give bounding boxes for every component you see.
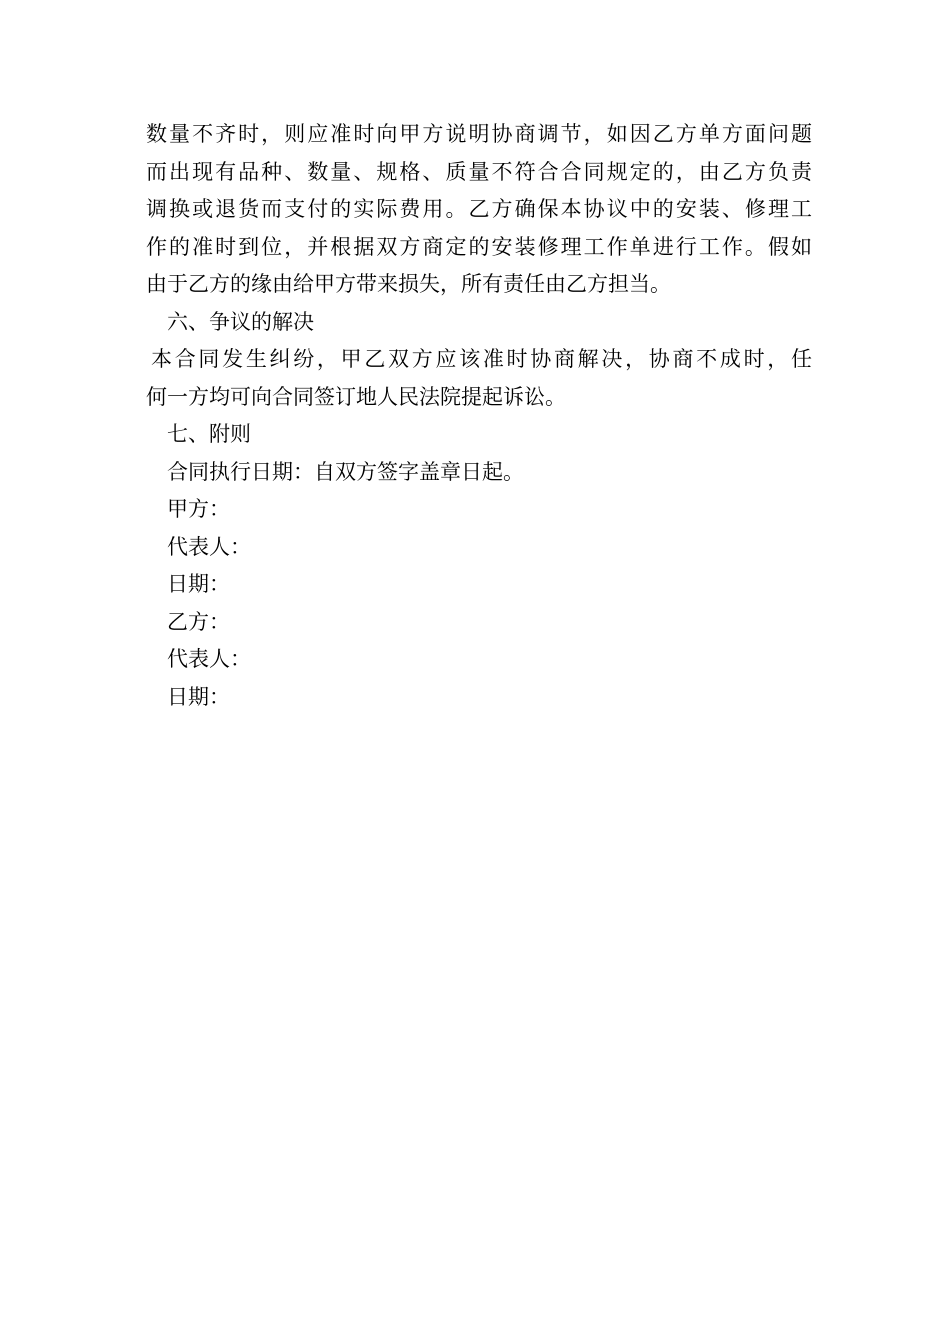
document-content [146,116,812,716]
paragraph-line: 何一方均可向合同签订地人民法院提起诉讼。 [146,384,566,409]
party-a-representative-label: 代表人： [167,534,251,559]
section-heading-supplementary: 七、附则 [167,422,251,446]
party-a-date-label: 日期： [167,572,230,596]
paragraph-line: 作的准时到位，并根据双方商定的安装修理工作单进行工作。假如 [146,234,812,259]
paragraph-line: 而出现有品种、数量、规格、质量不符合合同规定的，由乙方负责 [146,159,812,184]
party-a-label: 甲方： [167,497,230,521]
section-heading-dispute: 六、争议的解决 [167,309,314,334]
paragraph-line: 本合同发生纠纷，甲乙双方应该准时协商解决，协商不成时，任 [151,347,812,371]
execution-date-line: 合同执行日期：自双方签字盖章日起。 [167,459,524,484]
paragraph-line: 调换或退货而支付的实际费用。乙方确保本协议中的安装、修理工 [146,197,812,221]
party-b-representative-label: 代表人： [167,647,251,671]
paragraph-line: 数量不齐时，则应准时向甲方说明协商调节，如因乙方单方面问题 [146,122,812,146]
party-b-date-label: 日期： [167,684,230,709]
paragraph-line: 由于乙方的缘由给甲方带来损失，所有责任由乙方担当。 [146,272,671,296]
party-b-label: 乙方： [167,609,230,634]
